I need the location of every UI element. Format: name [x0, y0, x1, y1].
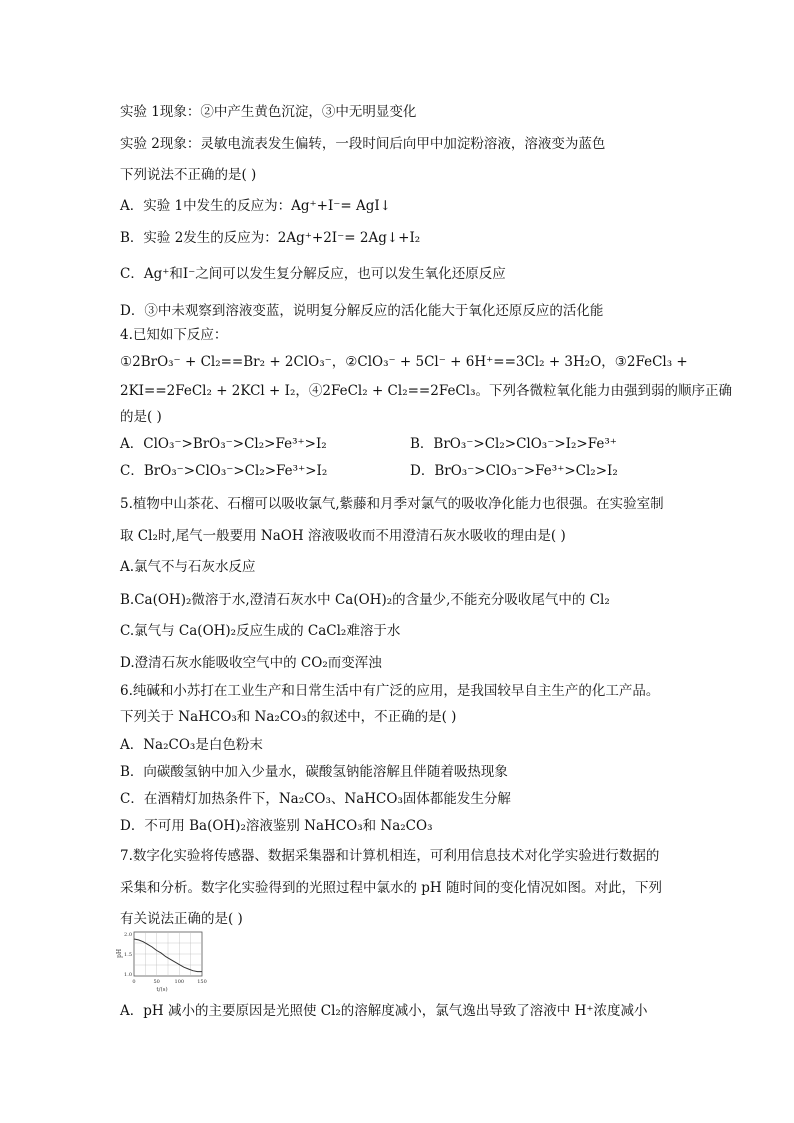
q4-option-d: D．BrO₃⁻>ClO₃⁻>Fe³⁺>Cl₂>I₂ — [410, 463, 618, 479]
line-3: 下列说法不正确的是( ) — [120, 167, 257, 183]
q4-option-a: A．ClO₃⁻>BrO₃⁻>Cl₂>Fe³⁺>I₂ — [120, 436, 327, 452]
q6-option-c: C．在酒精灯加热条件下，Na₂CO₃、NaHCO₃固体都能发生分解 — [120, 791, 511, 807]
q6-title: 6.纯碱和小苏打在工业生产和日常生活中有广泛的应用，是我国较早自主生产的化工产品。 — [120, 683, 660, 699]
x-tick-label: 150 — [197, 979, 207, 985]
q4-title: 4.已知如下反应： — [120, 327, 228, 343]
y-axis-label: pH — [116, 948, 123, 958]
q3-option-b: B．实验 2发生的反应为：2Ag⁺+2I⁻= 2Ag↓+I₂ — [120, 230, 421, 246]
y-tick-label: 1.0 — [124, 972, 132, 978]
q4-reactions-2: 2KI==2FeCl₂ + 2KCl + I₂，④2FeCl₂ + Cl₂==2FeCl₃。下列各微粒氧化能力由强到弱的顺序正确 — [120, 383, 732, 399]
q5-option-d: D.澄清石灰水能吸收空气中的 CO₂而变浑浊 — [120, 655, 382, 671]
x-tick-label: 0 — [132, 979, 136, 985]
q3-option-a: A．实验 1中发生的反应为：Ag⁺+I⁻= AgI↓ — [120, 198, 392, 214]
q4-prompt: 的是( ) — [120, 409, 162, 425]
q5-option-a: A.氯气不与石灰水反应 — [120, 559, 256, 575]
x-tick-label: 100 — [174, 979, 185, 985]
q7-title: 7.数字化实验将传感器、数据采集器和计算机相连，可利用信息技术对化学实验进行数据的 — [120, 848, 660, 864]
q5-option-b: B.Ca(OH)₂微溶于水,澄清石灰水中 Ca(OH)₂的含量少,不能充分吸收尾气中的 Cl₂ — [120, 592, 610, 608]
q6-option-d: D．不可用 Ba(OH)₂溶液鉴别 NaHCO₃和 Na₂CO₃ — [120, 818, 433, 834]
q7-title-2: 采集和分析。数字化实验得到的光照过程中氯水的 pH 随时间的变化情况如图。对此，下列 — [120, 880, 662, 896]
q4-option-c: C．BrO₃⁻>ClO₃⁻>Cl₂>Fe³⁺>I₂ — [120, 463, 328, 479]
x-axis-label: t/(s) — [156, 987, 168, 993]
q3-option-c: C．Ag⁺和I⁻之间可以发生复分解反应，也可以发生氧化还原反应 — [120, 266, 506, 282]
y-tick-label: 2.0 — [124, 932, 132, 938]
q7-prompt: 有关说法正确的是( ) — [120, 911, 243, 927]
q5-option-c: C.氯气与 Ca(OH)₂反应生成的 CaCl₂难溶于水 — [120, 623, 401, 639]
q5-title-2: 取 Cl₂时,尾气一般要用 NaOH 溶液吸收而不用澄清石灰水吸收的理由是( ) — [120, 528, 566, 544]
q6-option-a: A．Na₂CO₃是白色粉末 — [120, 737, 263, 753]
q4-reactions-1: ①2BrO₃⁻ + Cl₂==Br₂ + 2ClO₃⁻，②ClO₃⁻ + 5Cl⁻ + 6H⁺==3Cl₂ + 3H₂O，③2FeCl₃ + — [120, 354, 688, 370]
q5-title: 5.植物中山茶花、石榴可以吸收氯气,紫藤和月季对氯气的吸收净化能力也很强。在实验室制 — [120, 496, 664, 512]
q6-title-2: 下列关于 NaHCO₃和 Na₂CO₃的叙述中，不正确的是( ) — [120, 709, 457, 725]
line-1: 实验 1现象：②中产生黄色沉淀，③中无明显变化 — [120, 104, 417, 120]
q6-option-b: B．向碳酸氢钠中加入少量水，碳酸氢钠能溶解且伴随着吸热现象 — [120, 764, 508, 780]
y-tick-label: 1.5 — [124, 952, 132, 958]
q4-option-b: B．BrO₃⁻>Cl₂>ClO₃⁻>I₂>Fe³⁺ — [410, 436, 617, 452]
q3-option-d: D．③中未观察到溶液变蓝，说明复分解反应的活化能大于氧化还原反应的活化能 — [120, 303, 604, 319]
ph-time-chart — [116, 928, 210, 994]
q7-option-a: A．pH 减小的主要原因是光照使 Cl₂的溶解度减小，氯气逸出导致了溶液中 H⁺浓度减小 — [120, 1003, 648, 1019]
x-tick-label: 50 — [153, 979, 160, 985]
line-2: 实验 2现象：灵敏电流表发生偏转，一段时间后向甲中加淀粉溶液，溶液变为蓝色 — [120, 136, 606, 152]
